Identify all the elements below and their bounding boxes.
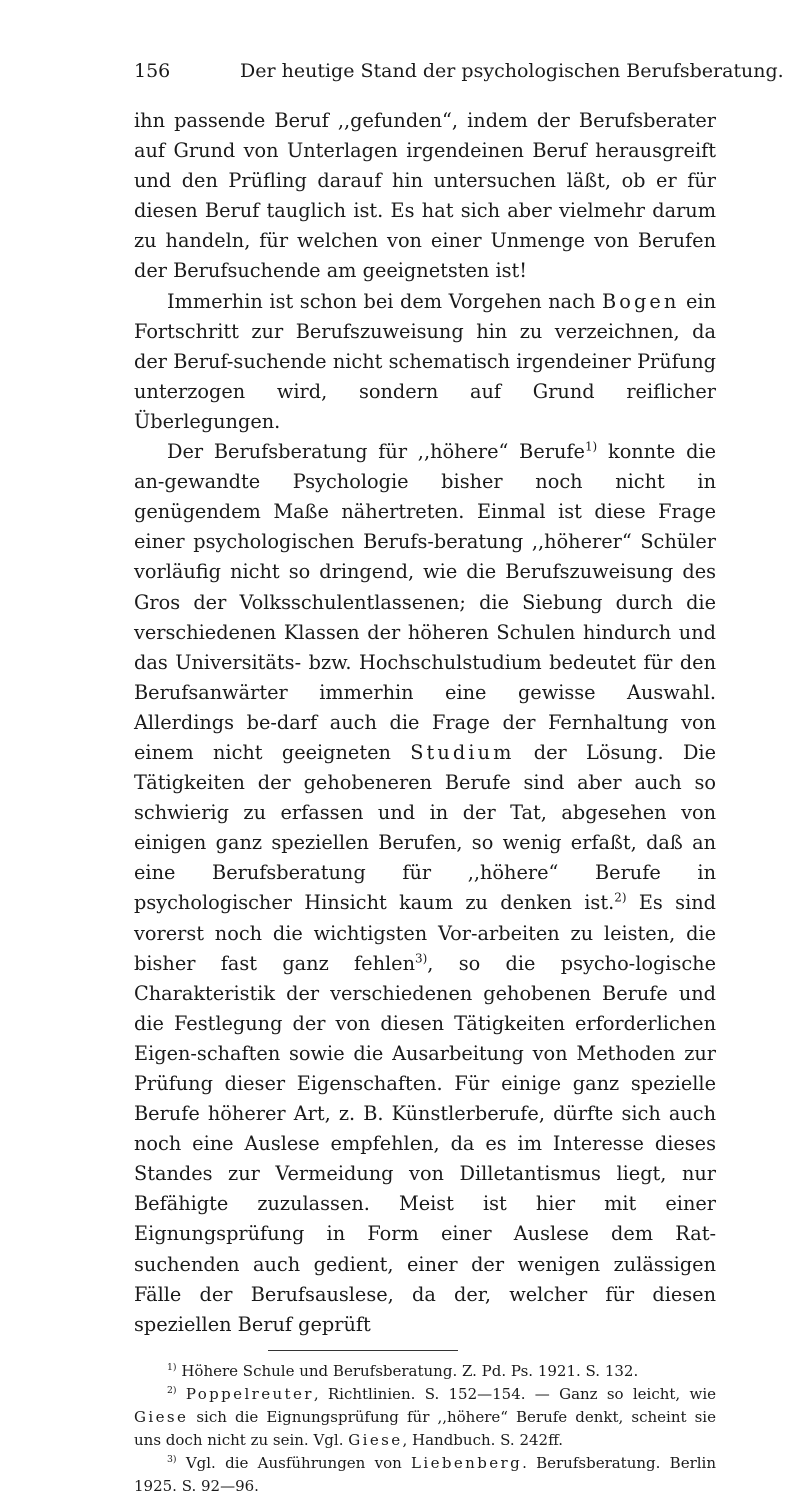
- footnote-text: sich die Eignungsprüfung für ,,höhere“ Berufe denkt, scheint sie uns doch nicht zu sein. Vgl.: [134, 1407, 716, 1449]
- paragraph-text: der Lösung. Die Tätigkeiten der gehobeneren Berufe sind aber auch so schwierig zu erfassen und in der Tat, abgesehen von einigen ganz speziellen Berufen, so wenig erfaßt, daß an eine Berufsberatung für ,,höhere“ Berufe in psychologischer Hinsicht kaum zu denken ist.: [134, 740, 716, 915]
- footnote-number: 3): [167, 1453, 177, 1465]
- author-name: Poppelreuter: [185, 1384, 314, 1403]
- footnote-marker: 2): [614, 891, 627, 906]
- paragraph-text: Es sind vorerst noch die wichtigsten Vor-arbeiten zu leisten, die bisher fast ganz fehlen: [134, 891, 716, 975]
- footnote-2: [134, 1383, 716, 1452]
- paragraph-text: konnte die an-gewandte Psychologie bisher noch nicht in genügendem Maße nähertreten. Einmal ist diese Frage einer psychologischen Berufs-beratung ,,höherer“ Schüler vorläufig nicht so dringend, wie die Berufszuweisung des Gros der Volksschulentlassenen; die Siebung durch die verschiedenen Klassen der höheren Schulen hindurch und das Universitäts- bzw. Hochschulstudium bedeutet für den Berufsanwärter immerhin eine gewisse Auswahl. Allerdings be-darf auch die Frage der Fernhaltung von einem nicht geeigneten: [134, 440, 716, 764]
- emphasized-word: Studium: [410, 740, 515, 764]
- footnote-3: [134, 1452, 716, 1498]
- page-number: 156: [134, 60, 171, 82]
- footnote-text: , Richtlinien. S. 152—154. — Ganz so leicht, wie: [313, 1384, 716, 1403]
- page-header: [134, 60, 784, 82]
- footnotes: [134, 1360, 716, 1498]
- footnote-text: . Berufsberatung. Berlin 1925. S. 92—96.: [134, 1453, 716, 1495]
- footnote-marker: 3): [415, 951, 428, 966]
- running-title: Der heutige Stand der psychologischen Berufsberatung.: [240, 60, 784, 82]
- body-text: [134, 106, 716, 1340]
- footnote-text: , Handbuch. S. 242ff.: [402, 1430, 563, 1449]
- paragraph-hoehere-berufe: [134, 437, 716, 1340]
- footnote-1: [134, 1360, 716, 1383]
- paragraph-text: ein Fortschritt zur Berufszuweisung hin zu verzeichnen, da der Beruf-suchende nicht schematisch irgendeiner Prüfung unterzogen wird, sondern auf Grund reiflicher Überlegungen.: [134, 289, 716, 433]
- paragraph-text: ihn passende Beruf ,,gefunden“, indem der Berufsberater auf Grund von Unterlagen irgendeinen Beruf herausgreift und den Prüfling darauf hin untersuchen läßt, ob er für diesen Beruf tauglich ist. Es hat sich aber vielmehr darum zu handeln, für welchen von einer Unmenge von Berufen der Berufsuchende am geeignetsten ist!: [134, 109, 716, 283]
- footnote-number: 2): [167, 1384, 177, 1396]
- paragraph-continuation: [134, 106, 716, 287]
- footnote-divider: [268, 1350, 458, 1351]
- footnote-text: Vgl. die Ausführungen von: [185, 1453, 402, 1472]
- paragraph-text: Der Berufsberatung für ,,höhere“ Berufe: [167, 440, 585, 464]
- paragraph-bogen: [134, 287, 716, 437]
- paragraph-text: Immerhin ist schon bei dem Vorgehen nach: [167, 289, 596, 313]
- footnote-text: Höhere Schule und Berufsberatung. Z. Pd. Ps. 1921. S. 132.: [181, 1361, 639, 1380]
- author-name: Liebenberg: [411, 1453, 523, 1472]
- author-name: Giese: [134, 1407, 189, 1426]
- author-name: Bogen: [602, 289, 680, 313]
- footnote-number: 1): [167, 1361, 177, 1373]
- paragraph-text: , so die psycho-logische Charakteristik der verschiedenen gehobenen Berufe und die Festlegung der von diesen Tätigkeiten erforderlichen Eigen-schaften sowie die Ausarbeitung von Methoden zur Prüfung dieser Eigenschaften. Für einige ganz spezielle Berufe höherer Art, z. B. Künstlerberufe, dürfte sich auch noch eine Auslese empfehlen, da es im Interesse dieses Standes zur Vermeidung von Dilletantismus liegt, nur Befähigte zuzulassen. Meist ist hier mit einer Eignungsprüfung in Form einer Auslese dem Rat-suchenden auch gedient, einer der wenigen zulässigen Fälle der Berufsauslese, da der, welcher für diesen speziellen Beruf geprüft: [134, 951, 716, 1336]
- author-name: Giese: [348, 1430, 403, 1449]
- footnote-marker: 1): [584, 439, 598, 454]
